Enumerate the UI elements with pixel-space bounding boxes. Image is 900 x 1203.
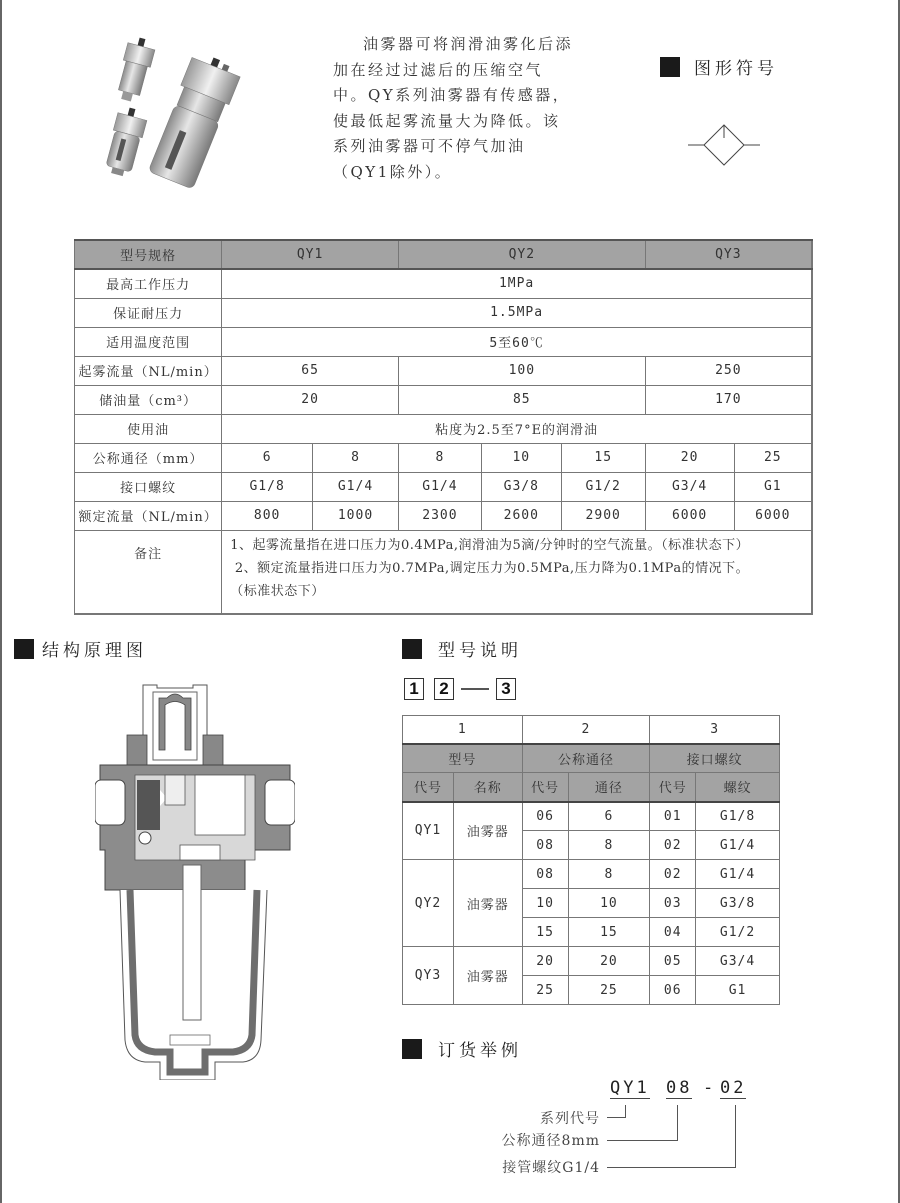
model-name: 油雾器 (453, 802, 522, 860)
spec-label: 使用油 (75, 414, 222, 443)
spec-row-mist-flow (75, 356, 813, 385)
spec-value: G1/4 (313, 472, 399, 501)
spec-header-row (75, 240, 813, 269)
bore-code: 08 (522, 860, 568, 889)
code-box-1: 1 (404, 678, 424, 700)
thread-value: G1/8 (696, 802, 780, 831)
model-subheader-row (403, 773, 780, 802)
spec-label: 接口螺纹 (75, 472, 222, 501)
subheader: 代号 (650, 773, 696, 802)
heading-square-icon (660, 57, 680, 77)
leader-line (607, 1167, 735, 1168)
table-row (403, 802, 780, 831)
bore-value: 8 (568, 831, 650, 860)
thread-value: G3/4 (696, 947, 780, 976)
code-dash (461, 688, 489, 690)
model-group-row (403, 744, 780, 773)
spec-label: 保证耐压力 (75, 298, 222, 327)
spec-value: G1/8 (222, 472, 313, 501)
spec-value: 1000 (313, 501, 399, 530)
order-label-bore: 公称通径8mm (501, 1133, 600, 1149)
col-number: 2 (522, 716, 650, 744)
spec-value: 粘度为2.5至7°E的润滑油 (222, 414, 812, 443)
note-line-3: （标准状态下） (230, 583, 325, 599)
thread-value: G1/4 (696, 860, 780, 889)
spec-label: 起雾流量（NL/min） (75, 356, 222, 385)
spec-row-proof-pressure (75, 298, 813, 327)
structure-diagram (95, 680, 295, 1080)
model-name: 油雾器 (453, 860, 522, 947)
bore-code: 10 (522, 889, 568, 918)
spec-value: 15 (561, 443, 645, 472)
thread-value: G1 (696, 976, 780, 1005)
thread-value: G1/4 (696, 831, 780, 860)
spec-value: 1MPa (222, 269, 812, 298)
spec-value: 1.5MPa (222, 298, 812, 327)
spec-value: G1 (734, 472, 812, 501)
spec-value: 65 (222, 356, 399, 385)
subheader: 代号 (522, 773, 568, 802)
leader-line (607, 1117, 625, 1118)
spec-value: 6 (222, 443, 313, 472)
model-col-number-row (403, 716, 780, 744)
spec-value: 800 (222, 501, 313, 530)
spec-value: 5至60℃ (222, 327, 812, 356)
bore-value: 8 (568, 860, 650, 889)
intro-paragraph: 油雾器可将润滑油雾化后添加在经过过滤后的压缩空气中。QY系列油雾器有传感器，使最低起雾流量大为降低。该系列油雾器可不停气加油（QY1除外）。 (333, 35, 574, 181)
group-header: 型号 (403, 744, 523, 773)
spec-value: 10 (481, 443, 561, 472)
bore-value: 10 (568, 889, 650, 918)
order-label-series: 系列代号 (540, 1111, 600, 1127)
subheader: 名称 (453, 773, 522, 802)
leader-line (677, 1105, 678, 1141)
bore-code: 15 (522, 918, 568, 947)
bore-code: 25 (522, 976, 568, 1005)
model-code: QY3 (403, 947, 454, 1005)
bore-value: 6 (568, 802, 650, 831)
intro-text (333, 32, 573, 185)
spec-label: 最高工作压力 (75, 269, 222, 298)
thread-code: 02 (650, 831, 696, 860)
bore-value: 20 (568, 947, 650, 976)
subheader: 螺纹 (696, 773, 780, 802)
bore-code: 08 (522, 831, 568, 860)
order-example (460, 1070, 760, 1190)
heading-square-icon (402, 639, 422, 659)
group-header: 公称通径 (522, 744, 650, 773)
leader-line (625, 1105, 626, 1118)
spec-header-qy1: QY1 (222, 240, 399, 269)
spec-value: G3/8 (481, 472, 561, 501)
order-code-bore: 08 (666, 1078, 693, 1098)
structure-heading-label: 结构原理图 (42, 641, 147, 661)
thread-code: 04 (650, 918, 696, 947)
order-label-thread: 接管螺纹G1/4 (502, 1160, 600, 1176)
structure-heading (14, 636, 147, 661)
spec-row-notes (75, 530, 813, 614)
order-heading (402, 1036, 522, 1061)
model-table (402, 715, 780, 1005)
spec-value: 6000 (645, 501, 734, 530)
spec-row-thread (75, 472, 813, 501)
spec-label: 公称通径（mm） (75, 443, 222, 472)
bore-code: 20 (522, 947, 568, 976)
col-number: 3 (650, 716, 780, 744)
leader-line (735, 1105, 736, 1168)
note-line-2: 2、额定流量指进口压力为0.7MPa,调定压力为0.5MPa,压力降为0.1MPa的情况下。 (230, 560, 750, 576)
notes-cell (222, 530, 812, 614)
spec-value: 100 (398, 356, 645, 385)
subheader: 代号 (403, 773, 454, 802)
thread-value: G3/8 (696, 889, 780, 918)
page-border-left (0, 0, 2, 1203)
thread-value: G1/2 (696, 918, 780, 947)
spec-value: 20 (645, 443, 734, 472)
spec-row-oil-capacity (75, 385, 813, 414)
spec-header-qy3: QY3 (645, 240, 812, 269)
model-desc-heading (402, 636, 522, 661)
spec-row-bore (75, 443, 813, 472)
order-code-thread: 02 (720, 1078, 747, 1098)
spec-row-oil (75, 414, 813, 443)
group-header: 接口螺纹 (650, 744, 780, 773)
spec-header-qy2: QY2 (398, 240, 645, 269)
heading-square-icon (402, 1039, 422, 1059)
spec-label: 储油量（cm³） (75, 385, 222, 414)
spec-value: G1/4 (398, 472, 481, 501)
model-name: 油雾器 (453, 947, 522, 1005)
spec-value: 2300 (398, 501, 481, 530)
spec-value: 85 (398, 385, 645, 414)
symbol-heading-label: 图形符号 (694, 59, 778, 79)
spec-value: 25 (734, 443, 812, 472)
code-box-3: 3 (496, 678, 516, 700)
bore-code: 06 (522, 802, 568, 831)
spec-value: 8 (313, 443, 399, 472)
symbol-heading (660, 54, 778, 79)
spec-value: G1/2 (561, 472, 645, 501)
bore-value: 15 (568, 918, 650, 947)
leader-line (607, 1140, 677, 1141)
spec-label: 适用温度范围 (75, 327, 222, 356)
thread-code: 02 (650, 860, 696, 889)
note-line-1: 1、起雾流量指在进口压力为0.4MPa,润滑油为5滴/分钟时的空气流量。（标准状态下） (230, 537, 750, 553)
spec-row-max-pressure (75, 269, 813, 298)
model-desc-heading-label: 型号说明 (438, 641, 522, 661)
order-code-series: QY1 (610, 1078, 650, 1098)
subheader: 通径 (568, 773, 650, 802)
thread-code: 03 (650, 889, 696, 918)
spec-value: 6000 (734, 501, 812, 530)
col-number: 1 (403, 716, 523, 744)
spec-label: 额定流量（NL/min） (75, 501, 222, 530)
spec-row-temp-range (75, 327, 813, 356)
model-code: QY1 (403, 802, 454, 860)
bore-value: 25 (568, 976, 650, 1005)
spec-value: G3/4 (645, 472, 734, 501)
spec-value: 8 (398, 443, 481, 472)
order-heading-label: 订货举例 (438, 1041, 522, 1061)
heading-square-icon (14, 639, 34, 659)
model-code-pattern (404, 678, 516, 700)
spec-value: 20 (222, 385, 399, 414)
spec-value: 170 (645, 385, 812, 414)
lubricator-symbol-icon (684, 120, 764, 170)
spec-value: 250 (645, 356, 812, 385)
order-code-separator: - (703, 1078, 714, 1098)
spec-value: 2600 (481, 501, 561, 530)
product-photo (95, 30, 275, 200)
spec-label: 备注 (75, 530, 222, 614)
spec-header-label: 型号规格 (75, 240, 222, 269)
spec-table (74, 239, 813, 615)
thread-code: 06 (650, 976, 696, 1005)
table-row (403, 947, 780, 976)
model-code: QY2 (403, 860, 454, 947)
table-row (403, 860, 780, 889)
code-box-2: 2 (434, 678, 454, 700)
spec-value: 2900 (561, 501, 645, 530)
thread-code: 01 (650, 802, 696, 831)
thread-code: 05 (650, 947, 696, 976)
spec-row-rated-flow (75, 501, 813, 530)
